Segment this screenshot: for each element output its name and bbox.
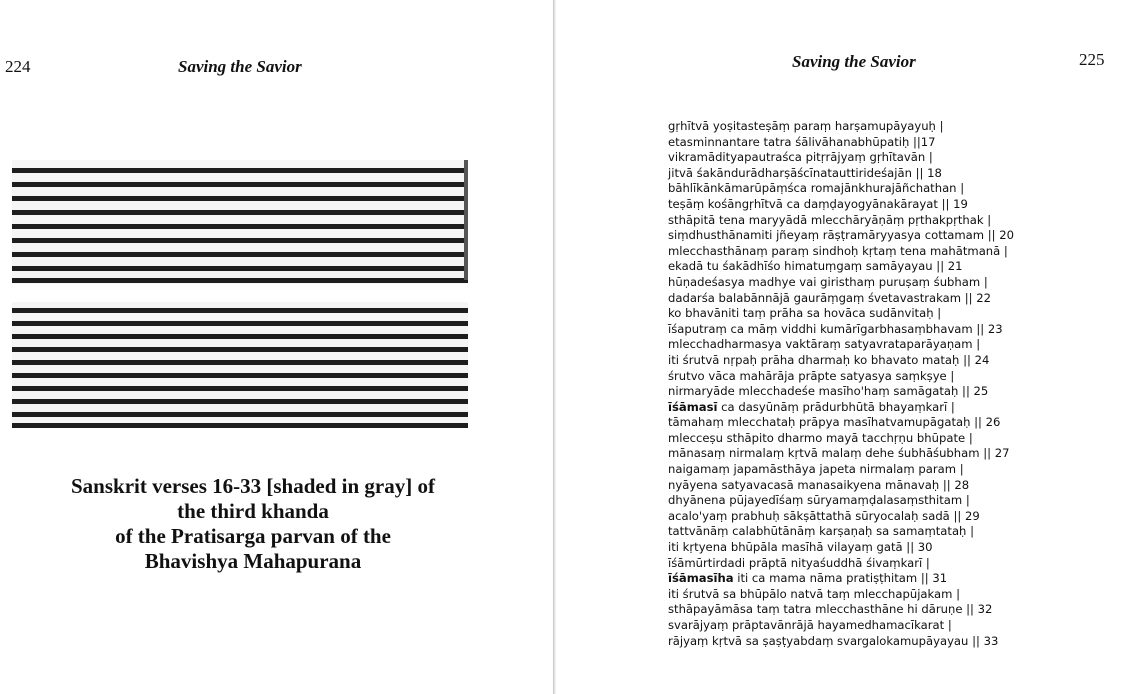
verse-text: sthāpitā tena maryyādā mlecchāryāṇāṃ pṛthakpṛthak |: [668, 212, 992, 227]
verse-line: [668, 524, 1014, 540]
caption-line: of the Pratisarga parvan of the: [115, 524, 391, 548]
verse-text: hūṇadeśasya madhye vai giristhaṃ puruṣaṃ śubham |: [668, 274, 988, 289]
running-head-right: Saving the Savior: [792, 52, 916, 71]
verse-text: iti śrutvā nṛpaḥ prāha dharmaḥ ko bhavato mataḥ || 24: [668, 352, 990, 367]
caption-line: Sanskrit verses 16-33 [shaded in gray] of: [70, 474, 435, 498]
left-page: [0, 0, 553, 694]
verse-line: [668, 462, 1014, 478]
verse-text: dadarśa balabānnājā gaurāṃgaṃ śvetavastrakam || 22: [668, 290, 991, 305]
verse-text: īśāmūrtirdadi prāptā nityaśuddhā śivaṃkarī |: [668, 555, 930, 570]
verse-line: [668, 618, 1014, 634]
verse-text: siṃdhusthānamiti jñeyaṃ rāṣṭramāryyasya cottamam || 20: [668, 228, 1015, 243]
verse-text: naigamaṃ japamāsthāya japeta nirmalaṃ param |: [668, 462, 964, 477]
verse-line: [668, 244, 1014, 260]
verse-line: [668, 353, 1014, 369]
verse-text: iti śrutvā sa bhūpālo natvā taṃ mlecchapūjakam |: [668, 586, 961, 601]
verse-text: mlecceṣu sthāpito dharmo mayā tacchṛṇu bhūpate |: [668, 430, 973, 445]
verse-line: [668, 322, 1014, 338]
manuscript-scan-image: [12, 160, 468, 428]
verse-line: [668, 259, 1014, 275]
verse-line: [668, 337, 1014, 353]
verse-text: rājyaṃ kṛtvā sa ṣaṣṭyabdaṃ svargalokamupāyayau || 33: [668, 633, 999, 648]
caption-line: Bhavishya Mahapurana: [144, 549, 362, 573]
verse-line: [668, 634, 1014, 650]
verse-text: etasminnantare tatra śālivāhanabhūpatiḥ ||17: [668, 134, 936, 149]
verse-line: [668, 384, 1014, 400]
verse-line: [668, 493, 1014, 509]
verse-block: [668, 119, 1014, 649]
verse-line: [668, 602, 1014, 618]
verse-line: [668, 135, 1014, 151]
verse-emphasis: īśāmasī: [668, 399, 718, 414]
verse-line: [668, 213, 1014, 229]
verse-text: īśaputraṃ ca māṃ viddhi kumārīgarbhasaṃbhavam || 23: [668, 321, 1003, 336]
running-head-left: Saving the Savior: [178, 57, 302, 76]
verse-line: [668, 369, 1014, 385]
verse-text: nirmaryāde mlecchadeśe masīho'haṃ samāgataḥ || 25: [668, 384, 989, 399]
verse-line: [668, 431, 1014, 447]
verse-line: [668, 446, 1014, 462]
verse-line: [668, 150, 1014, 166]
verse-text: mlecchadharmasya vaktāraṃ satyavrataparāyaṇam |: [668, 337, 981, 352]
verse-line: [668, 119, 1014, 135]
verse-line: [668, 415, 1014, 431]
caption-line: the third khanda: [177, 499, 329, 523]
verse-text: ca dasyūnāṃ prādurbhūtā bhayaṃkarī |: [717, 399, 955, 414]
figure-caption: [18, 474, 488, 574]
verse-line: [668, 478, 1014, 494]
verse-text: ekadā tu śakādhīśo himatuṃgaṃ samāyayau || 21: [668, 259, 963, 274]
verse-text: mānasaṃ nirmalaṃ kṛtvā malaṃ dehe śubhāśubham || 27: [668, 446, 1010, 461]
verse-text: tāmahaṃ mlecchataḥ prāpya masīhatvamupāgataḥ || 26: [668, 415, 1001, 430]
verse-line: [668, 181, 1014, 197]
verse-line: [668, 197, 1014, 213]
verse-text: tattvānāṃ calabhūtānāṃ karṣaṇaḥ sa samaṃtataḥ |: [668, 524, 975, 539]
verse-text: acalo'yaṃ prabhuḥ sākṣāttathā sūryocalaḥ sadā || 29: [668, 508, 980, 523]
verse-line: [668, 306, 1014, 322]
verse-line: [668, 166, 1014, 182]
verse-text: nyāyena satyavacasā manasaikyena mānavaḥ || 28: [668, 477, 970, 492]
verse-text: dhyānena pūjayedīśaṃ sūryamaṃḍalasaṃsthitam |: [668, 493, 970, 508]
verse-text: svarājyaṃ prāptavānrājā hayamedhamacīkarat |: [668, 618, 952, 632]
verse-text: bāhlīkānkāmarūpāṃśca romajānkhurajāñchathan |: [668, 181, 965, 196]
verse-line: [668, 400, 1014, 416]
verse-text: iti ca mama nāma pratiṣṭhitam || 31: [733, 571, 948, 586]
verse-text: gṛhītvā yoṣitasteṣāṃ paraṃ harṣamupāyayuḥ |: [668, 119, 944, 133]
verse-line: [668, 509, 1014, 525]
verse-line: [668, 556, 1014, 572]
verse-text: mlecchasthānaṃ paraṃ sindhoḥ kṛtaṃ tena mahātmanā |: [668, 243, 1008, 258]
verse-text: teṣāṃ kośāngṛhītvā ca daṃḍayogyānakārayat || 19: [668, 196, 968, 211]
verse-text: jitvā śakāndurādharṣāścīnatauttirideśajān || 18: [668, 165, 942, 180]
verse-text: vikramādityapautraśca pitṛrājyaṃ gṛhītavān |: [668, 150, 933, 165]
verse-text: iti kṛtyena bhūpāla masīhā vilayaṃ gatā || 30: [668, 540, 933, 555]
verse-line: [668, 540, 1014, 556]
page-number-right: 225: [1079, 50, 1105, 69]
verse-emphasis: īśāmasīha: [668, 571, 734, 586]
verse-line: [668, 587, 1014, 603]
verse-line: [668, 275, 1014, 291]
verse-line: [668, 571, 1014, 587]
verse-line: [668, 291, 1014, 307]
verse-line: [668, 228, 1014, 244]
verse-text: sthāpayāmāsa taṃ tatra mlecchasthāne hi dāruṇe || 32: [668, 602, 993, 617]
verse-text: śrutvo vāca mahārāja prāpte satyasya saṃkṣye |: [668, 368, 955, 383]
page-number-left: 224: [5, 57, 31, 76]
verse-text: ko bhavāniti taṃ prāha sa hovāca sudānvitaḥ |: [668, 306, 942, 321]
